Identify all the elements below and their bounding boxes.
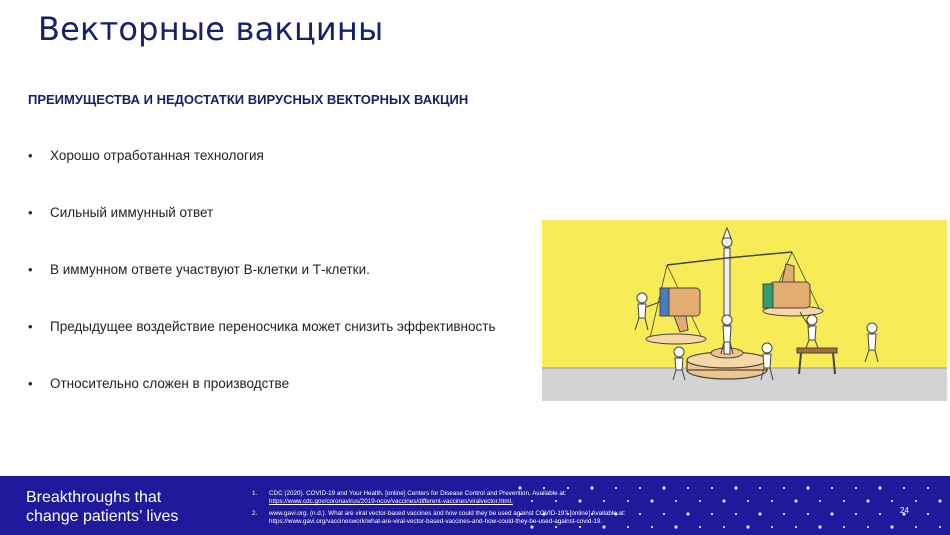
section-subtitle: ПРЕИМУЩЕСТВА И НЕДОСТАТКИ ВИРУСНЫХ ВЕКТОРНЫХ ВАКЦИН xyxy=(28,92,469,107)
decor-dot xyxy=(615,487,617,489)
decor-dot xyxy=(746,525,749,528)
balance-scale-thumbs-icon xyxy=(542,220,947,401)
decor-dot xyxy=(915,526,917,528)
bullet-marker: • xyxy=(28,205,33,220)
references xyxy=(252,490,692,530)
decor-dot xyxy=(543,487,545,489)
decor-dot xyxy=(878,486,881,489)
bullet-text: В иммунном ответе участвуют В-клетки и Т-клетки. xyxy=(50,262,370,277)
decor-dot xyxy=(903,487,905,489)
decor-dot xyxy=(723,526,725,528)
footer-bar xyxy=(0,476,950,535)
decor-dot xyxy=(687,487,689,489)
decor-dot xyxy=(927,513,929,515)
brand-line-1: Breakthroughs that xyxy=(26,489,162,506)
decor-dot xyxy=(567,487,569,489)
bullet-text: Относительно сложен в производстве xyxy=(50,376,290,391)
decor-dot xyxy=(939,526,941,528)
decor-dot xyxy=(855,513,857,515)
decor-dot xyxy=(758,512,761,515)
bullet-text: Предыдущее воздействие переносчика может снизить эффективность xyxy=(50,319,496,334)
reference-text: CDC (2020). COVID-19 and Your Health. [online] Centers for Disease Control and Prevention. Available at: xyxy=(269,490,567,497)
bullet-marker: • xyxy=(28,148,33,163)
bullet-marker: • xyxy=(28,262,33,277)
reference-item xyxy=(252,490,692,507)
decor-dot xyxy=(711,513,713,515)
decor-dot xyxy=(891,500,893,502)
decor-dot xyxy=(818,525,821,528)
list-item xyxy=(28,205,496,262)
brand-tagline xyxy=(26,488,178,526)
reference-link[interactable]: https://www.cdc.gov/coronavirus/2019-ncov/vaccines/different-vaccines/viralvector.html. xyxy=(269,498,513,506)
decor-dot xyxy=(866,499,869,502)
decor-dot xyxy=(759,487,761,489)
bullet-marker: • xyxy=(28,319,33,334)
decor-dot xyxy=(771,500,773,502)
list-item xyxy=(28,376,496,433)
bullet-text: Сильный иммунный ответ xyxy=(50,205,214,220)
reference-number: 2. xyxy=(252,509,258,517)
decor-dot xyxy=(938,499,941,502)
decor-dot xyxy=(915,500,917,502)
list-item xyxy=(28,148,496,205)
decor-dot xyxy=(734,486,737,489)
decor-dot xyxy=(783,513,785,515)
decor-dot xyxy=(927,487,929,489)
decor-dot xyxy=(855,487,857,489)
decor-dot xyxy=(843,500,845,502)
decor-dot xyxy=(890,525,893,528)
decor-dot xyxy=(867,526,869,528)
decor-dot xyxy=(819,500,821,502)
brand-line-2: change patients’ lives xyxy=(26,508,179,525)
decor-dot xyxy=(830,512,833,515)
decor-dot xyxy=(699,526,701,528)
decor-dot xyxy=(771,526,773,528)
decor-dot xyxy=(879,513,881,515)
reference-number: 1. xyxy=(252,490,258,497)
decor-dot xyxy=(711,487,713,489)
bullet-marker: • xyxy=(28,376,33,391)
decor-dot xyxy=(794,499,797,502)
decor-dot xyxy=(747,500,749,502)
bullet-list xyxy=(28,148,496,433)
bullet-text: Хорошо отработанная технология xyxy=(50,148,264,163)
list-item xyxy=(28,319,496,376)
page-number: 24 xyxy=(900,506,909,515)
decor-dot xyxy=(639,487,641,489)
slide-title: Векторные вакцины xyxy=(38,10,384,48)
decor-dot xyxy=(795,526,797,528)
decor-dot xyxy=(783,487,785,489)
decor-dot xyxy=(699,500,701,502)
decor-dot xyxy=(831,487,833,489)
reference-link[interactable]: https://www.gavi.org/vaccineswork/what-are-viral-vector-based-vaccines-and-how-could-they-be-used-against-covid-19. xyxy=(269,518,603,526)
list-item xyxy=(28,262,496,319)
decor-dot xyxy=(843,526,845,528)
decor-dot xyxy=(735,513,737,515)
decor-dot xyxy=(722,499,725,502)
reference-text: www.gavi.org. (n.d.). What are viral vector-based vaccines and how could they be used against COVID-19? [online] Available at: xyxy=(269,509,626,517)
decor-dot xyxy=(806,486,809,489)
reference-item xyxy=(252,510,692,527)
decor-dot xyxy=(807,513,809,515)
